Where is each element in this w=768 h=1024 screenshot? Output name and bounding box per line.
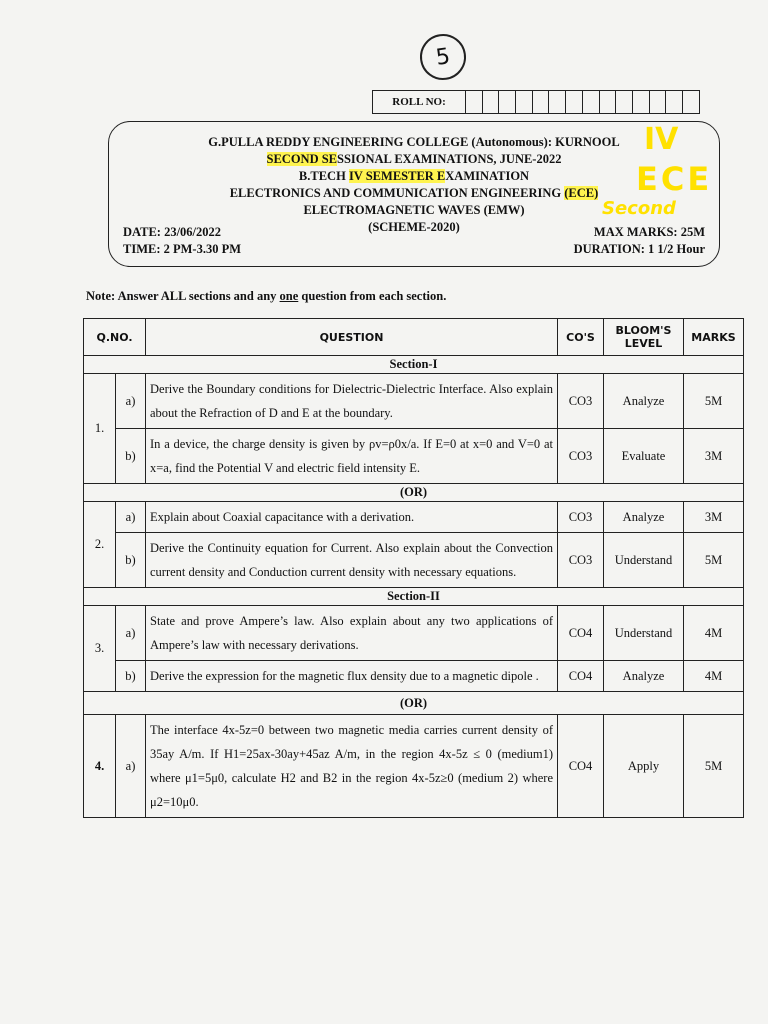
sub-label: b) [116,429,146,484]
co-value: CO4 [558,715,604,818]
roll-cell[interactable] [683,91,699,113]
roll-cell[interactable] [499,91,516,113]
section-1-title: Section-I [84,356,744,374]
sub-label: a) [116,502,146,533]
bloom-value: Evaluate [604,429,684,484]
co-value: CO4 [558,661,604,692]
marks-value: 5M [684,715,744,818]
exam-date: DATE: 23/06/2022 [123,225,222,239]
marks-value: 3M [684,429,744,484]
bloom-value: Apply [604,715,684,818]
annotation-type: Second [602,198,676,219]
roll-cell[interactable] [600,91,617,113]
subject-line: ELECTROMAGNETIC WAVES (EMW) [303,203,525,217]
header-cos: CO'S [558,319,604,356]
marks-value: 5M [684,533,744,588]
roll-cell[interactable] [666,91,683,113]
question-number: 4. [84,715,116,818]
question-text: Derive the expression for the magnetic flux density due to a magnetic dipole . [146,661,558,692]
question-number: 1. [84,374,116,484]
question-text: Derive the Continuity equation for Current. Also explain about the Convection current density and Conduction current density with necessary equations. [146,533,558,588]
scheme-line: (SCHEME-2020) [368,220,460,234]
section-2-title: Section-II [84,588,744,606]
sub-label: a) [116,374,146,429]
sub-label: b) [116,533,146,588]
table-row [84,533,744,588]
marks-value: 5M [684,374,744,429]
or-divider: (OR) [84,484,744,502]
question-number: 2. [84,502,116,588]
annotation-branch: ECE [636,160,713,198]
question-table [83,318,744,818]
roll-cell[interactable] [483,91,500,113]
bloom-value: Analyze [604,374,684,429]
table-row [84,429,744,484]
sub-label: a) [116,606,146,661]
question-number: 3. [84,606,116,692]
roll-number-label: ROLL NO: [373,91,466,113]
exam-time: TIME: 2 PM-3.30 PM [123,242,242,256]
meta-row-1 [123,224,705,241]
exam-name: SECOND SESSIONAL EXAMINATIONS, JUNE-2022 [266,152,562,166]
header-marks: MARKS [684,319,744,356]
roll-cell[interactable] [583,91,600,113]
exam-header [108,121,720,267]
table-row [84,661,744,692]
college-name: G.PULLA REDDY ENGINEERING COLLEGE (Autonomous): KURNOOL [208,135,620,149]
instructions-note: Note: Answer ALL sections and any one question from each section. [86,289,447,303]
co-value: CO3 [558,429,604,484]
roll-cell[interactable] [566,91,583,113]
roll-cell[interactable] [533,91,550,113]
header-question: QUESTION [146,319,558,356]
co-value: CO4 [558,606,604,661]
marks-value: 4M [684,606,744,661]
max-marks: MAX MARKS: 25M [593,225,705,239]
meta-row-2 [123,241,705,258]
roll-cell[interactable] [633,91,650,113]
page-number: 5 [417,31,469,83]
roll-cell[interactable] [516,91,533,113]
bloom-value: Understand [604,606,684,661]
question-text: In a device, the charge density is given by ρv=ρ0x/a. If E=0 at x=0 and V=0 at x=a, find the Potential V and electric field intensity E. [146,429,558,484]
marks-value: 3M [684,502,744,533]
question-text: State and prove Ampere’s law. Also explain about any two applications of Ampere’s law with necessary derivations. [146,606,558,661]
question-text: The interface 4x-5z=0 between two magnetic media carries current density of 35ay A/m. If H1=25ax-30ay+45az A/m, in the region 4x-5z ≤ 0 (medium1) where μ1=5μ0, calculate H2 and B2 in the region 4x-5z≥0 (medium 2) where μ2=10μ0. [146,715,558,818]
table-row [84,715,744,818]
sub-label: b) [116,661,146,692]
sub-label: a) [116,715,146,818]
bloom-value: Analyze [604,661,684,692]
question-text: Derive the Boundary conditions for Dielectric-Dielectric Interface. Also explain about the Refraction of D and E at the boundary. [146,374,558,429]
table-header-row [84,319,744,356]
or-divider: (OR) [84,692,744,715]
roll-number-box [372,90,700,114]
roll-cell[interactable] [650,91,667,113]
table-row [84,502,744,533]
co-value: CO3 [558,374,604,429]
question-text: Explain about Coaxial capacitance with a derivation. [146,502,558,533]
co-value: CO3 [558,533,604,588]
roll-cell[interactable] [616,91,633,113]
roll-cell[interactable] [549,91,566,113]
annotation-sem: IV [644,122,679,157]
table-row [84,606,744,661]
header-bloom: BLOOM'S LEVEL [604,319,684,356]
exam-duration: DURATION: 1 1/2 Hour [573,242,705,256]
co-value: CO3 [558,502,604,533]
header-qno: Q.NO. [84,319,146,356]
table-row [84,374,744,429]
branch-line: ELECTRONICS AND COMMUNICATION ENGINEERING (ECE) [229,186,599,200]
semester-line: B.TECH IV SEMESTER EXAMINATION [298,169,530,183]
roll-cell[interactable] [466,91,483,113]
bloom-value: Analyze [604,502,684,533]
bloom-value: Understand [604,533,684,588]
marks-value: 4M [684,661,744,692]
